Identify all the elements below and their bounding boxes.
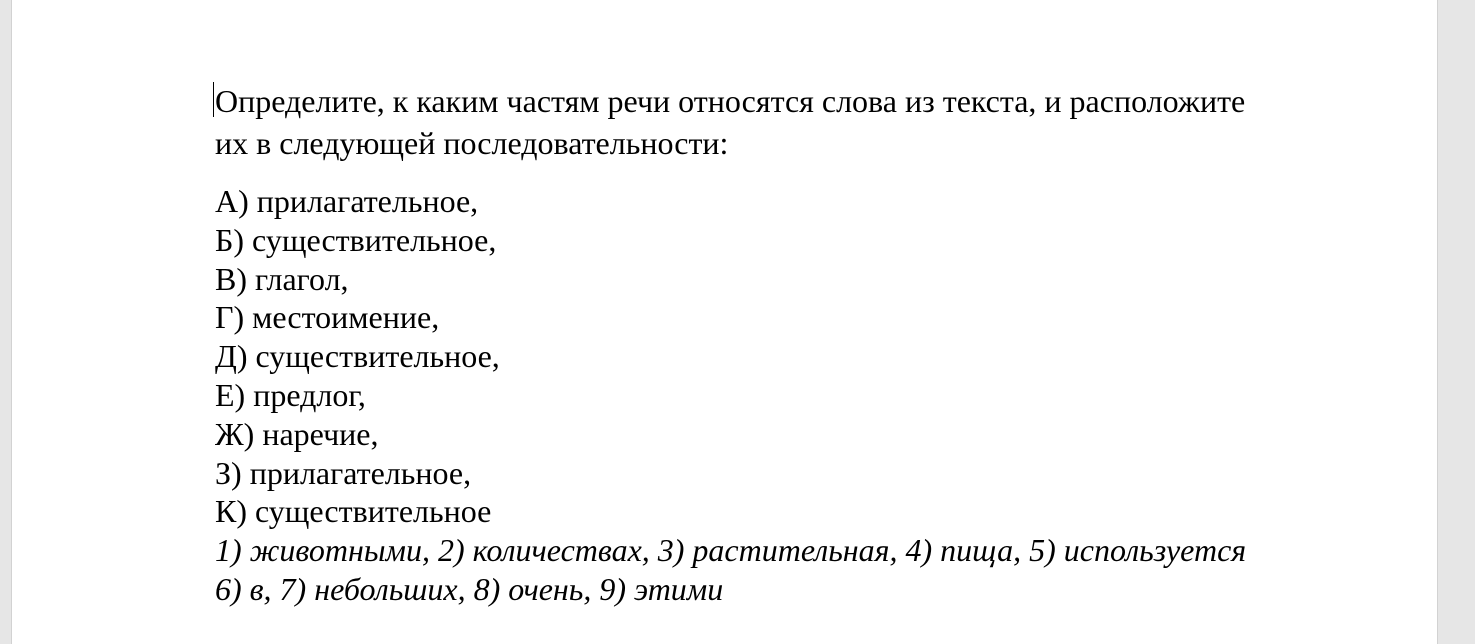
task-prompt: [215, 80, 1325, 164]
list-item: К) существительное: [215, 493, 492, 530]
word-list-line-2: 6) в, 7) небольших, 8) очень, 9) этими: [215, 570, 724, 607]
list-item: Г) местоимение,: [215, 299, 440, 336]
list-item: А) прилагательное,: [215, 183, 479, 219]
list-item: Ж) наречие,: [215, 415, 379, 452]
task-prompt-line-1: Определите, к каким частям речи относятся слова из текста, и расположите: [215, 83, 1246, 119]
document-body[interactable]: [215, 80, 1325, 609]
parts-of-speech-list: [215, 182, 1325, 531]
task-prompt-line-2: их в следующей последовательности:: [215, 125, 729, 161]
list-item: Е) предлог,: [215, 376, 366, 413]
word-list: [215, 531, 1325, 609]
list-item: З) прилагательное,: [215, 454, 472, 491]
document-page: [11, 0, 1438, 644]
list-item: В) глагол,: [215, 260, 349, 297]
text-cursor: [213, 82, 214, 117]
list-item: Б) существительное,: [215, 221, 497, 258]
word-list-line-1: 1) животными, 2) количествах, 3) растительная, 4) пища, 5) используется: [215, 532, 1247, 569]
list-item: Д) существительное,: [215, 338, 500, 375]
